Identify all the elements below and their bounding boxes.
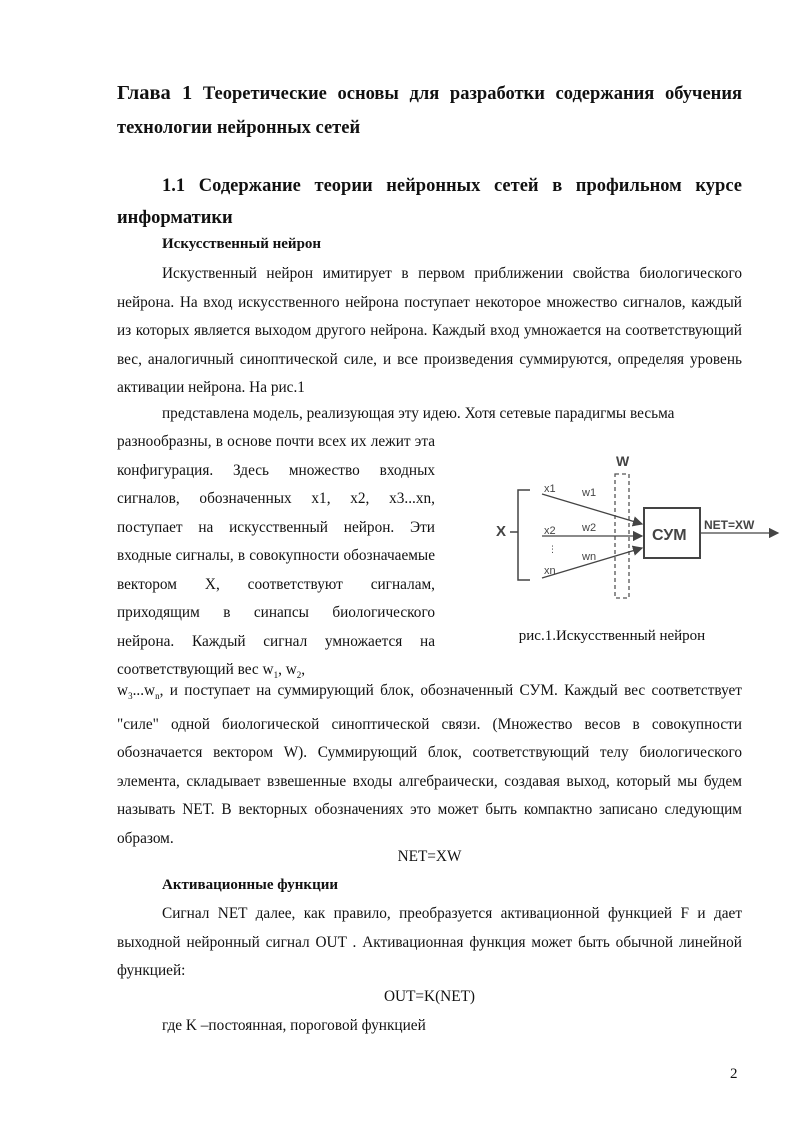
weight-label-w1: w1 [582,487,597,499]
chapter-title: Теоретические основы для разработки содержания обучения технологии нейронных сетей [117,84,742,138]
weight-label-wn: wn [582,551,597,563]
chapter-label: Глава 1 [117,82,193,104]
vertical-ellipsis: ⋮ [548,544,557,554]
subsection-heading-activation: Активационные функции [162,877,338,893]
subscript: 1 [273,670,279,681]
subscript: n [155,691,160,702]
input-label-x1: x1 [544,483,556,495]
subsection-heading-neuron: Искусственный нейрон [162,236,322,252]
input-label-xn: xn [544,565,556,577]
text-fragment: w [117,682,129,699]
paragraph-2-line: представлена модель, реализующая эту идею. Хотя сетевые парадигмы весьма [162,405,675,422]
page-number: 2 [730,1066,738,1082]
paragraph-2-wrapped-text: разнообразны, в основе почти всех их лежит эта конфигурация. Здесь множество входных сигналов, обозначенных x1, x2, x3...xn, поступает на искусственный нейрон. Эти входные сигналы, в совокупности обозначаемые вектором X, соответствуют сигналам, приходящим в синапсы биологического нейрона. Каждый сигнал умножается на соответствующий вес w [117,433,435,678]
paragraph-3: Сигнал NET далее, как правило, преобразуется активационной функцией F и дает выходной нейронный сигнал OUT . Активационная функция может быть обычной линейной функцией: [117,905,742,979]
weight-label-w2: w2 [582,522,597,534]
formula-out: OUT=K(NET) [383,988,476,1005]
paragraph-2-continued-text: , и поступает на суммирующий блок, обозначенный СУМ. Каждый вес соответствует "силе" одной биологической синоптической связи. (Множество весов в совокупности обозначается вектором W). Суммирующий блок, соответствующий телу биологического элемента, складывает взвешенные входы алгебраически, создавая выход, который мы будем называть NET. В векторных обозначениях это может быть компактно записано следующим образом. [117,682,742,847]
subscript: 2 [296,670,302,681]
paragraph-4: где K –постоянная, пороговой функцией [162,1017,426,1034]
text-fragment: ...w [132,682,156,699]
x-bracket [518,490,530,580]
input-label-x2: x2 [544,525,556,537]
paragraph-2-continued [117,677,742,853]
paragraph-1: Искуственный нейрон имитирует в первом приближении свойства биологического нейрона. На вход искусственного нейрона поступает некоторое множество сигналов, каждый из которых является выходом другого нейрона. Каждый вход умножается на соответствующий вес, аналогичный синоптической силе, и все произведения суммируются, определяя уровень активации нейрона. На рис.1 [117,265,742,396]
section-heading: 1.1 Содержание теории нейронных сетей в профильном курсе информатики [117,176,742,228]
formula-net: NET=XW [397,848,462,865]
chapter-heading [117,76,742,145]
w-vector-label: W [616,453,630,469]
subscript: 3 [128,691,133,702]
neuron-diagram [482,448,782,608]
figure-caption: рис.1.Искусственный нейрон [518,628,706,644]
output-label: NET=XW [704,518,755,532]
sum-block-label: СУМ [652,527,687,544]
x-vector-label: X [496,523,507,540]
paragraph-2-wrapped: разнообразны, в основе почти всех их лежит эта конфигурация. Здесь множество входных сигналов, обозначенных x1, x2, x3...xn, поступает на искусственный нейрон. Эти входные сигналы, в совокупности обозначаемые вектором X, соответствуют сигналам, приходящим в синапсы биологического нейрона. Каждый сигнал умножается на соответствующий вес $w_1$, $w_2$, [117,433,435,681]
text-fragment: , w [278,661,297,678]
